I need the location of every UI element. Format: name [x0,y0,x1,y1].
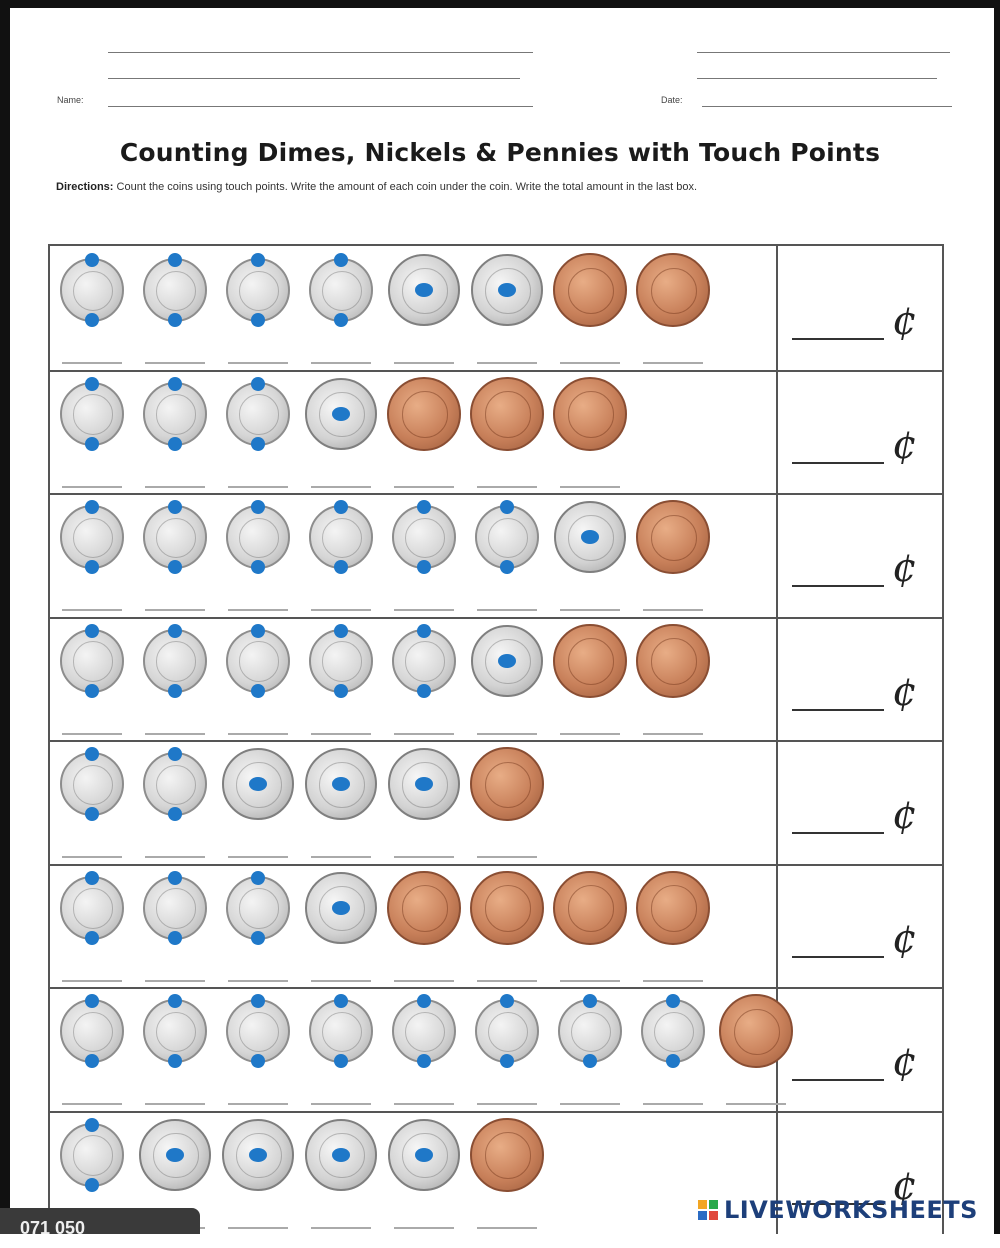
touch-point [417,560,431,574]
coin-amount-line[interactable] [311,980,371,982]
coin-amount-line[interactable] [145,486,205,488]
coin-amount-line[interactable] [394,362,454,364]
touch-point [666,994,680,1008]
touch-point [85,313,99,327]
coin-amount-line[interactable] [394,1227,454,1229]
table-right-border [942,244,944,1234]
touch-point [332,901,350,915]
dime-coin [143,876,207,940]
coin-amount-line[interactable] [560,980,620,982]
page-indicator: 071 050 [0,1208,200,1234]
date-line [702,106,952,107]
row-divider [48,987,944,989]
touch-point [581,530,599,544]
header-line [697,52,950,53]
cent-sign: ¢ [892,298,918,344]
row-divider [48,370,944,372]
touch-point [251,253,265,267]
directions [56,176,971,198]
coin-amount-line[interactable] [560,362,620,364]
touch-point [85,377,99,391]
touch-point [85,747,99,761]
dime-coin [226,629,290,693]
total-answer-field[interactable] [792,462,884,464]
coin-amount-line[interactable] [62,609,122,611]
touch-point [251,931,265,945]
penny-coin [553,624,627,698]
row-divider [48,493,944,495]
penny-coin [470,1118,544,1192]
touch-point [251,871,265,885]
coin-amount-line[interactable] [145,1103,205,1105]
coin-amount-line[interactable] [560,486,620,488]
penny-coin [470,871,544,945]
touch-point [85,871,99,885]
cent-sign: ¢ [892,1039,918,1085]
touch-point [85,807,99,821]
touch-point [417,624,431,638]
penny-coin [719,994,793,1068]
touch-point [417,500,431,514]
coin-amount-line[interactable] [311,1227,371,1229]
penny-coin [636,624,710,698]
dime-coin [309,629,373,693]
total-answer-field[interactable] [792,585,884,587]
directions-text: Count the coins using touch points. Write the amount of each coin under the coin. Write the total amount in the last box. [116,181,698,193]
touch-point [251,437,265,451]
cent-sign: ¢ [892,1162,918,1209]
touch-point [168,747,182,761]
table-divider [776,244,778,1234]
touch-point [168,931,182,945]
directions-label: Directions: [56,181,114,193]
date-label: Date: [661,95,683,105]
total-answer-field[interactable] [792,956,884,958]
touch-point [168,500,182,514]
dime-coin [143,382,207,446]
touch-point [85,1178,99,1192]
touch-point [666,1054,680,1068]
coin-amount-line[interactable] [311,486,371,488]
coin-amount-line[interactable] [228,1103,288,1105]
coin-amount-line[interactable] [228,1227,288,1229]
coin-amount-line[interactable] [228,733,288,735]
touch-point [500,994,514,1008]
touch-point [168,1054,182,1068]
coin-amount-line[interactable] [145,980,205,982]
coin-amount-line[interactable] [145,609,205,611]
touch-point [415,777,433,791]
touch-point [498,283,516,297]
touch-point [168,871,182,885]
touch-point [500,500,514,514]
penny-coin [470,377,544,451]
touch-point [251,624,265,638]
dime-coin [143,629,207,693]
touch-point [168,253,182,267]
table-top-border [48,244,944,246]
penny-coin [470,747,544,821]
cent-sign: ¢ [892,421,918,468]
touch-point [168,377,182,391]
touch-point [251,994,265,1008]
total-answer-field[interactable] [792,832,884,834]
coin-amount-line[interactable] [394,856,454,858]
penny-coin [553,253,627,327]
touch-point [85,437,99,451]
touch-point [332,1148,350,1162]
dime-coin [60,382,124,446]
coin-amount-line[interactable] [643,609,703,611]
coin-amount-line[interactable] [394,1103,454,1105]
coin-amount-line[interactable] [394,486,454,488]
name-line [108,106,533,107]
touch-point [334,624,348,638]
touch-point [168,437,182,451]
coin-amount-line[interactable] [311,733,371,735]
penny-coin [387,871,461,945]
name-label: Name: [57,95,84,105]
dime-coin [226,382,290,446]
touch-point [334,500,348,514]
worksheet-title: Counting Dimes, Nickels & Pennies with Touch Points [119,138,881,167]
touch-point [85,1118,99,1132]
touch-point [249,1148,267,1162]
penny-coin [636,500,710,574]
touch-point [168,560,182,574]
header-line [108,52,533,53]
coin-amount-line[interactable] [477,609,537,611]
touch-point [334,560,348,574]
coin-amount-line[interactable] [311,1103,371,1105]
coin-amount-line[interactable] [477,1227,537,1229]
coin-amount-line[interactable] [643,1103,703,1105]
touch-point [251,377,265,391]
coin-amount-line[interactable] [228,362,288,364]
total-answer-field[interactable] [792,1079,884,1081]
touch-point [168,807,182,821]
total-answer-field[interactable] [792,709,884,711]
coin-amount-line[interactable] [643,980,703,982]
coin-amount-line[interactable] [228,486,288,488]
coin-amount-line[interactable] [477,733,537,735]
dime-coin [392,629,456,693]
coin-amount-line[interactable] [477,980,537,982]
touch-point [85,1054,99,1068]
coin-amount-line[interactable] [228,609,288,611]
touch-point [168,684,182,698]
touch-point [415,283,433,297]
touch-point [251,500,265,514]
coin-amount-line[interactable] [145,733,205,735]
touch-point [166,1148,184,1162]
touch-point [500,560,514,574]
header-line [697,78,937,79]
touch-point [334,313,348,327]
touch-point [251,684,265,698]
dime-coin [60,876,124,940]
coin-amount-line[interactable] [726,1103,786,1105]
touch-point [85,253,99,267]
touch-point [583,994,597,1008]
coin-amount-line[interactable] [62,980,122,982]
dime-coin [60,1123,124,1187]
coin-amount-line[interactable] [62,486,122,488]
watermark: LIVEWORKSHEETS [724,1196,978,1224]
touch-point [417,1054,431,1068]
touch-point [85,684,99,698]
cent-sign: ¢ [892,668,918,715]
coin-amount-line[interactable] [228,980,288,982]
touch-point [85,560,99,574]
cent-sign: ¢ [892,792,918,838]
dime-coin [60,629,124,693]
coin-amount-line[interactable] [477,362,537,364]
penny-coin [553,871,627,945]
cent-sign: ¢ [892,915,918,962]
coin-amount-line[interactable] [62,856,122,858]
total-answer-field[interactable] [792,338,884,340]
touch-point [583,1054,597,1068]
row-divider [48,1111,944,1113]
coin-amount-line[interactable] [311,609,371,611]
touch-point [415,1148,433,1162]
coin-amount-line[interactable] [477,856,537,858]
touch-point [168,624,182,638]
touch-point [251,560,265,574]
liveworksheets-logo-icon [698,1200,720,1222]
touch-point [85,500,99,514]
coin-amount-line[interactable] [477,486,537,488]
touch-point [332,407,350,421]
row-divider [48,864,944,866]
touch-point [332,777,350,791]
touch-point [249,777,267,791]
coin-amount-line[interactable] [643,362,703,364]
touch-point [334,994,348,1008]
row-divider [48,740,944,742]
touch-point [85,994,99,1008]
dime-coin [226,876,290,940]
coin-amount-line[interactable] [311,362,371,364]
coin-amount-line[interactable] [394,733,454,735]
coin-amount-line[interactable] [394,609,454,611]
penny-coin [553,377,627,451]
coin-amount-line[interactable] [477,1103,537,1105]
coin-amount-line[interactable] [145,856,205,858]
header-line [108,78,520,79]
coin-amount-line[interactable] [62,362,122,364]
touch-point [498,654,516,668]
coin-amount-line[interactable] [394,980,454,982]
coin-amount-line[interactable] [62,733,122,735]
touch-point [334,1054,348,1068]
touch-point [417,994,431,1008]
coin-amount-line[interactable] [62,1103,122,1105]
touch-point [334,253,348,267]
penny-coin [387,377,461,451]
coin-amount-line[interactable] [643,733,703,735]
coin-amount-line[interactable] [560,1103,620,1105]
touch-point [417,684,431,698]
coin-amount-line[interactable] [560,609,620,611]
row-divider [48,617,944,619]
coin-amount-line[interactable] [311,856,371,858]
touch-point [85,931,99,945]
touch-point [334,684,348,698]
touch-point [168,994,182,1008]
touch-point [500,1054,514,1068]
touch-point [168,313,182,327]
coin-amount-line[interactable] [228,856,288,858]
touch-point [85,624,99,638]
penny-coin [636,253,710,327]
cent-sign: ¢ [892,545,918,591]
coin-amount-line[interactable] [145,362,205,364]
touch-point [251,1054,265,1068]
table-left-border [48,244,50,1234]
touch-point [251,313,265,327]
coin-amount-line[interactable] [560,733,620,735]
penny-coin [636,871,710,945]
